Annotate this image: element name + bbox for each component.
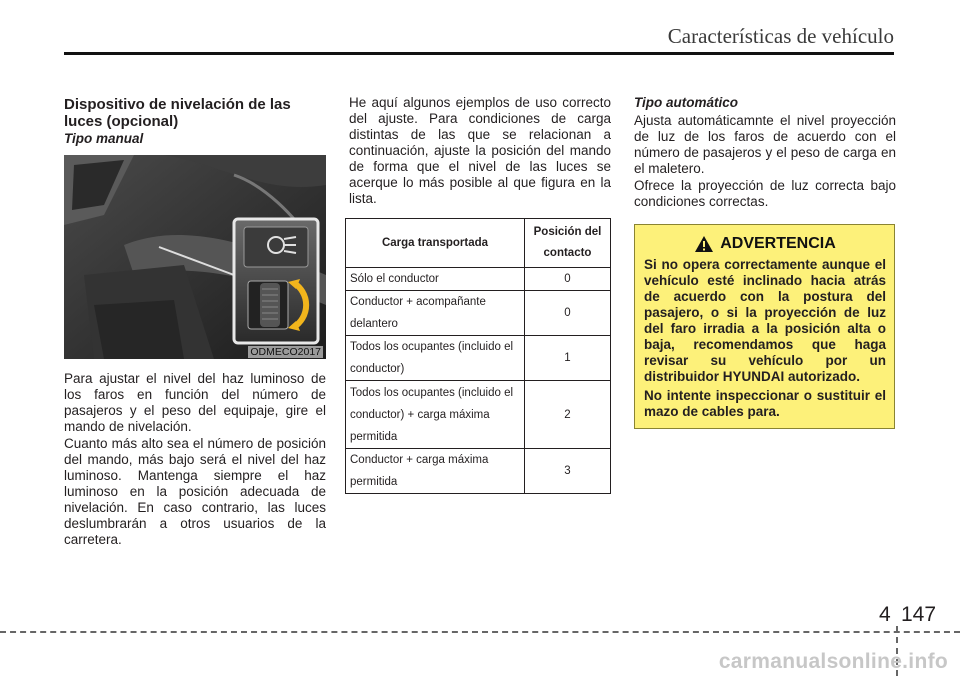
table-cell-position: 2 (525, 381, 611, 449)
subtitle-automatic: Tipo automático (634, 95, 739, 110)
leveling-switch-figure (64, 155, 326, 359)
running-header-title: Características de vehículo (667, 24, 894, 48)
warning-title: ADVERTENCIA (720, 235, 836, 252)
page-number: 147 (901, 603, 937, 626)
table-cell-position: 1 (525, 336, 611, 381)
warning-header (644, 235, 886, 253)
table-row (346, 336, 611, 381)
dashboard-illustration (64, 155, 326, 359)
automatic-paragraph-1: Ajusta automáticamnte el nivel proyección de luz de los faros de acuerdo con el número de pasajeros y el peso de carga en el maletero. (634, 113, 896, 176)
table-row (346, 268, 611, 291)
subtitle-manual: Tipo manual (64, 131, 144, 146)
table-header-load: Carga transportada (346, 219, 525, 268)
chapter-number: 4 (879, 603, 891, 626)
footer-rule (0, 631, 960, 633)
table-cell-load: Conductor + carga máxima permitida (346, 449, 525, 494)
table-cell-load: Todos los ocupantes (incluido el conductor) (346, 336, 525, 381)
header-rule (64, 52, 894, 55)
table-row (346, 381, 611, 449)
table-cell-position: 0 (525, 291, 611, 336)
examples-intro-paragraph: He aquí algunos ejemplos de uso correcto del ajuste. Para condiciones de carga distintas de las que se relacionan a continuación, ajuste la posición del mando de forma que el nivel de las luces se acerque lo más posible al que figura en la lista. (349, 95, 611, 206)
warning-paragraph-1: Si no opera correctamente aunque el vehículo esté inclinado hacia atrás de acuerdo con la postura del pasajero, o si la proyección de luz del faro irradia a la posición alta o baja, recomendamos que haga revisar su vehículo por un distribuidor HYUNDAI autorizado. (644, 257, 886, 384)
table-cell-load: Sólo el conductor (346, 268, 525, 291)
table-row (346, 291, 611, 336)
table-row (346, 449, 611, 494)
load-position-table (345, 218, 611, 494)
watermark: carmanualsonline.info (718, 650, 948, 673)
figure-code: ODMECO2017 (250, 346, 321, 358)
manual-paragraph-2: Cuanto más alto sea el número de posición del mando, más bajo será el nivel del haz luminoso. Mantenga siempre el haz luminoso en la posición adecuada de nivelación. En caso contrario, las luces deslumbrarán a otros usuarios de la carretera. (64, 436, 326, 547)
table-header-row (346, 219, 611, 268)
table-header-position: Posición del contacto (525, 219, 611, 268)
automatic-paragraph-2: Ofrece la proyección de luz correcta bajo condiciones correctas. (634, 178, 896, 209)
table-cell-position: 3 (525, 449, 611, 494)
table-cell-load: Todos los ocupantes (incluido el conductor) + carga máxima permitida (346, 381, 525, 449)
warning-paragraph-2: No intente inspeccionar o sustituir el mazo de cables para. (644, 388, 886, 419)
section-title: Dispositivo de nivelación de las luces (opcional) (64, 96, 291, 130)
table-cell-load: Conductor + acompañante delantero (346, 291, 525, 336)
warning-triangle-icon (694, 235, 714, 253)
manual-paragraph-1: Para ajustar el nivel del haz luminoso de los faros en función del número de pasajeros y el peso del equipaje, gire el mando de nivelación. (64, 371, 326, 434)
table-cell-position: 0 (525, 268, 611, 291)
warning-box (634, 224, 895, 429)
